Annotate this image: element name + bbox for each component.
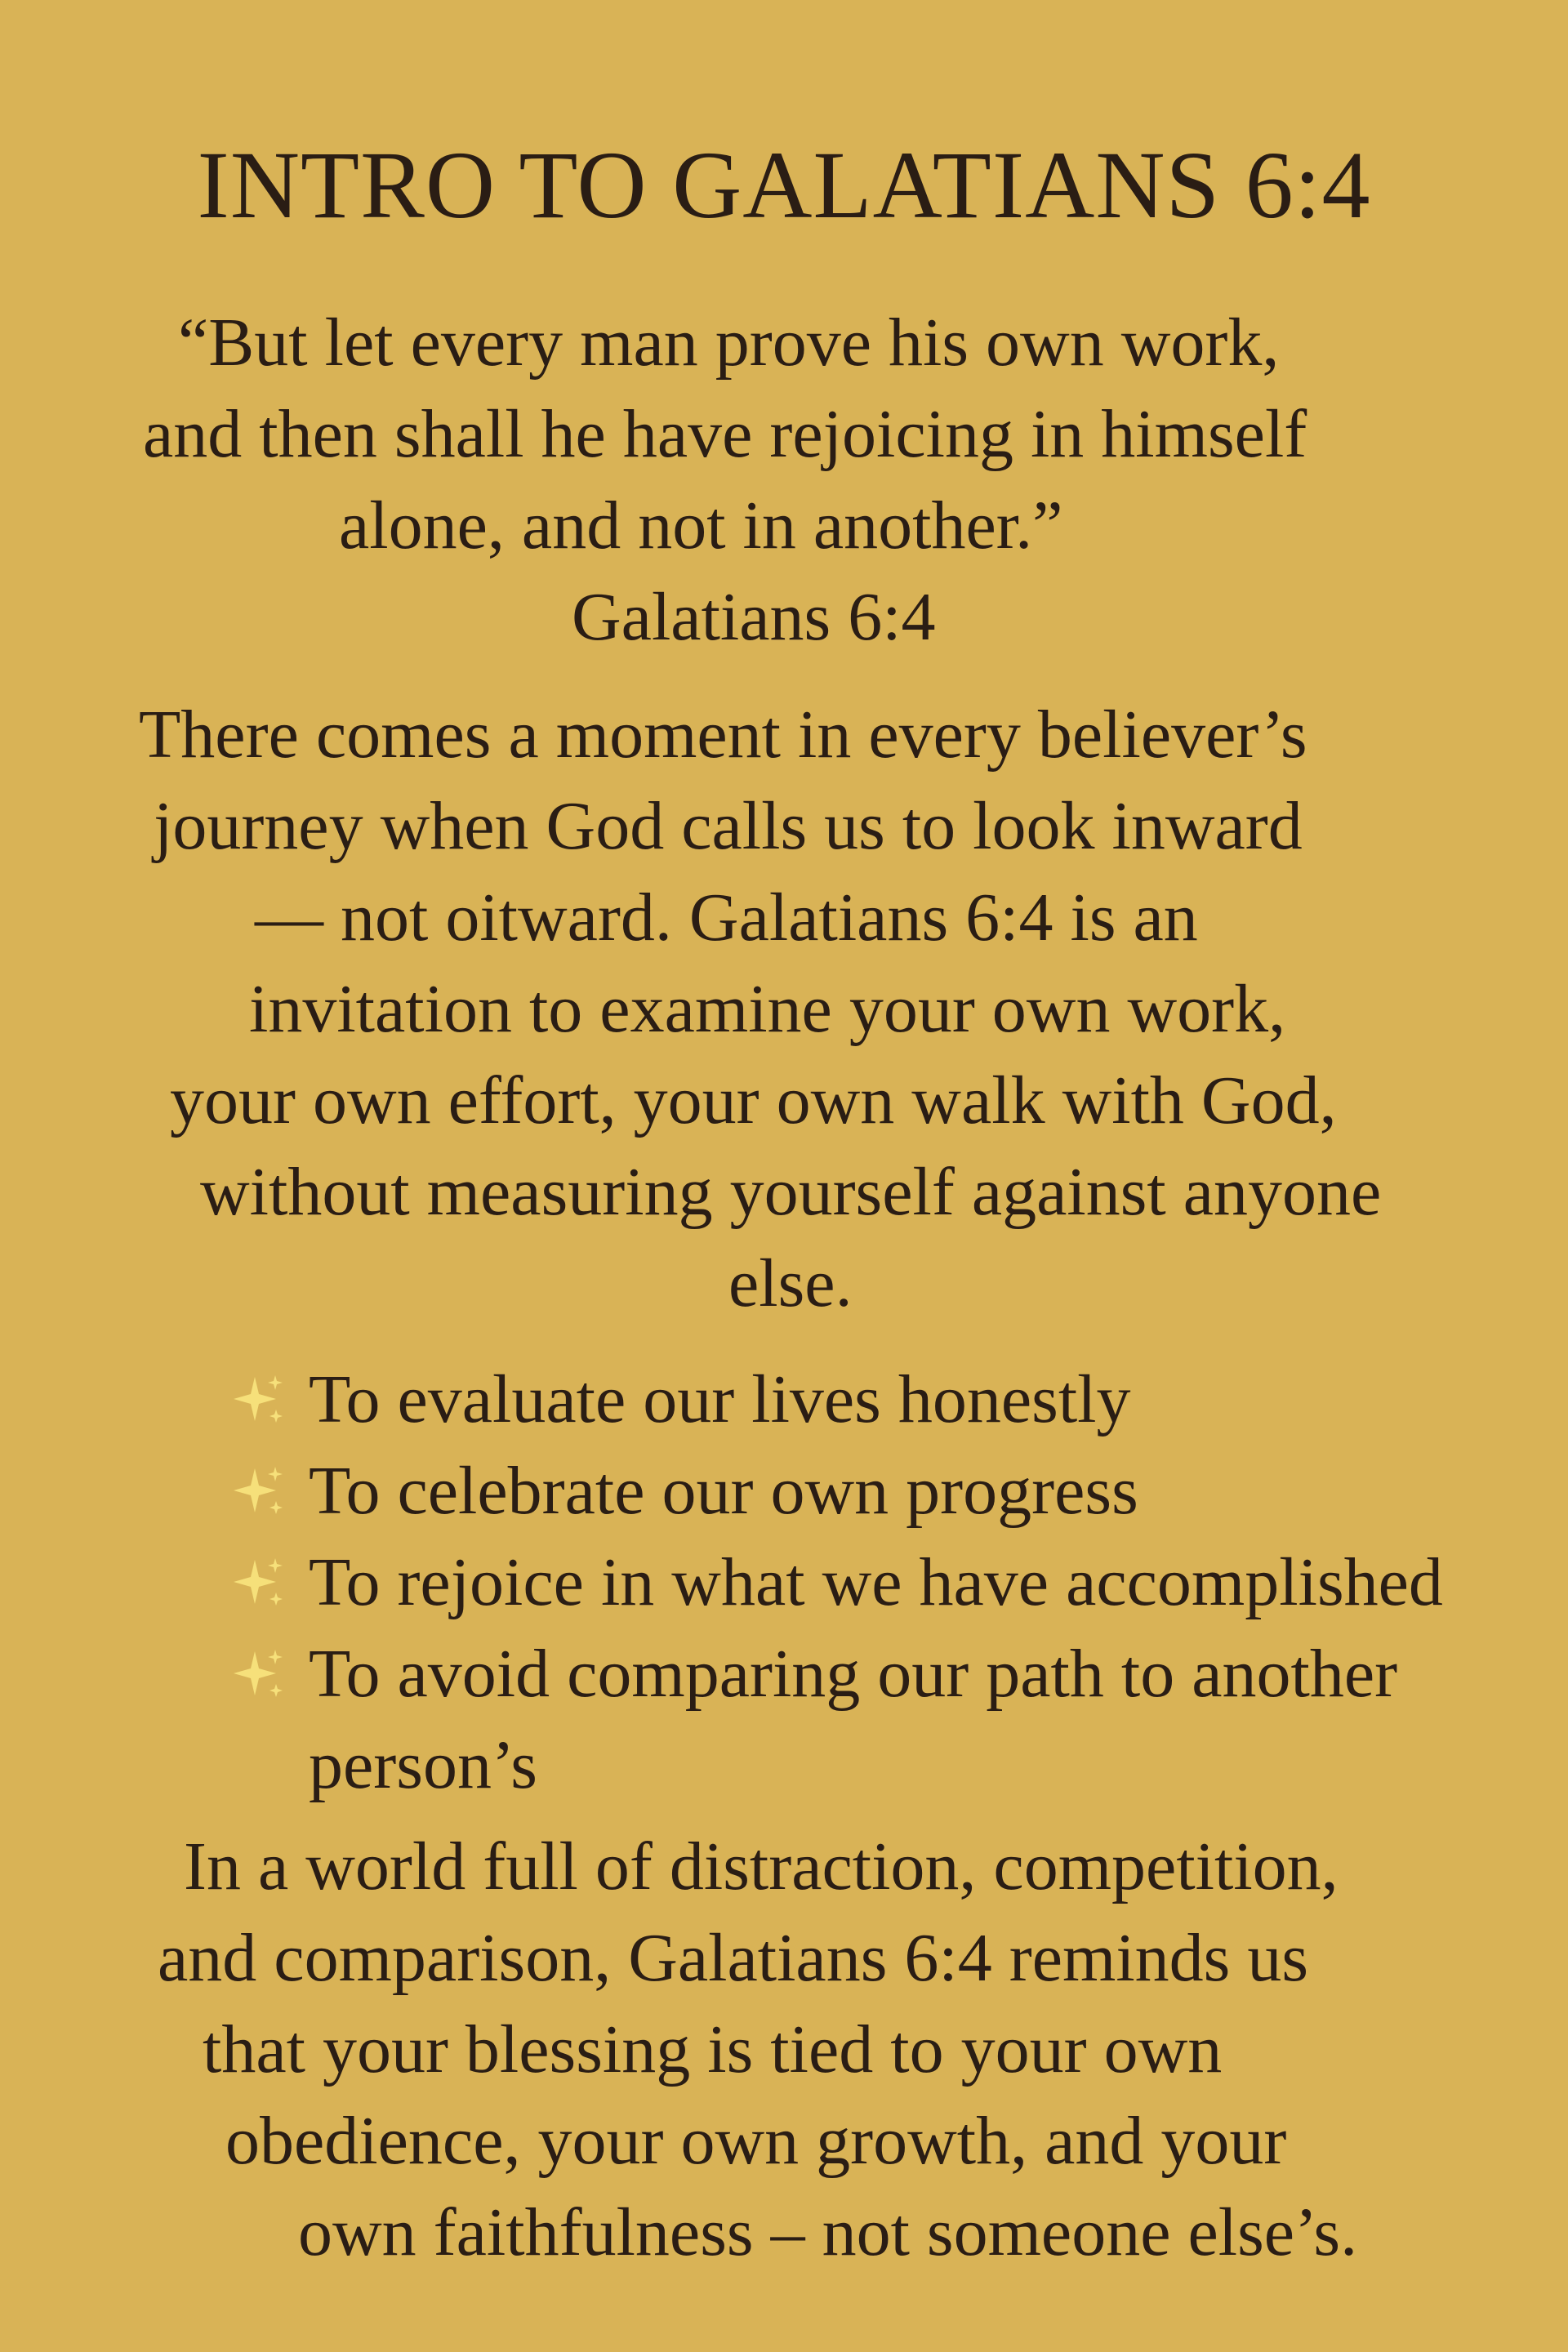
list-item-text: To rejoice in what we have accomplished (309, 1544, 1443, 1620)
sparkles-icon (230, 1646, 287, 1704)
verse-line-2: and then shall he have rejoicing in himself (143, 396, 1307, 472)
list-item-text: To evaluate our lives honestly (309, 1361, 1131, 1437)
sparkles-icon (230, 1463, 287, 1521)
sparkles-icon (230, 1555, 287, 1612)
intro-line-6: without measuring yourself against anyone (200, 1154, 1382, 1230)
verse-reference: Galatians 6:4 (572, 579, 936, 655)
closing-line-5: own faithfulness – not someone else’s. (298, 2194, 1358, 2270)
intro-line-3: — not oitward. Galatians 6:4 is an (255, 880, 1198, 956)
intro-line-2: journey when God calls us to look inward (154, 788, 1303, 864)
list-item-text: To celebrate our own progress (309, 1453, 1138, 1529)
intro-line-1: There comes a moment in every believer’s (139, 697, 1307, 773)
intro-line-7: else. (728, 1245, 853, 1321)
intro-line-4: invitation to examine your own work, (249, 971, 1286, 1047)
verse-line-3: alone, and not in another.” (339, 488, 1063, 564)
closing-line-3: that your blessing is tied to your own (203, 2011, 1223, 2087)
list-item-continuation: person’s (309, 1727, 537, 1803)
verse-line-1: “But let every man prove his own work, (178, 305, 1280, 381)
intro-line-5: your own effort, your own walk with God, (170, 1062, 1337, 1138)
sparkles-icon (230, 1372, 287, 1429)
closing-line-2: and comparison, Galatians 6:4 reminds us (158, 1920, 1309, 1996)
closing-line-1: In a world full of distraction, competition, (184, 1829, 1339, 1904)
list-item-text: To avoid comparing our path to another (309, 1636, 1398, 1712)
page-title: INTRO TO GALATIANS 6:4 (197, 131, 1371, 238)
closing-line-4: obedience, your own growth, and your (225, 2103, 1287, 2179)
